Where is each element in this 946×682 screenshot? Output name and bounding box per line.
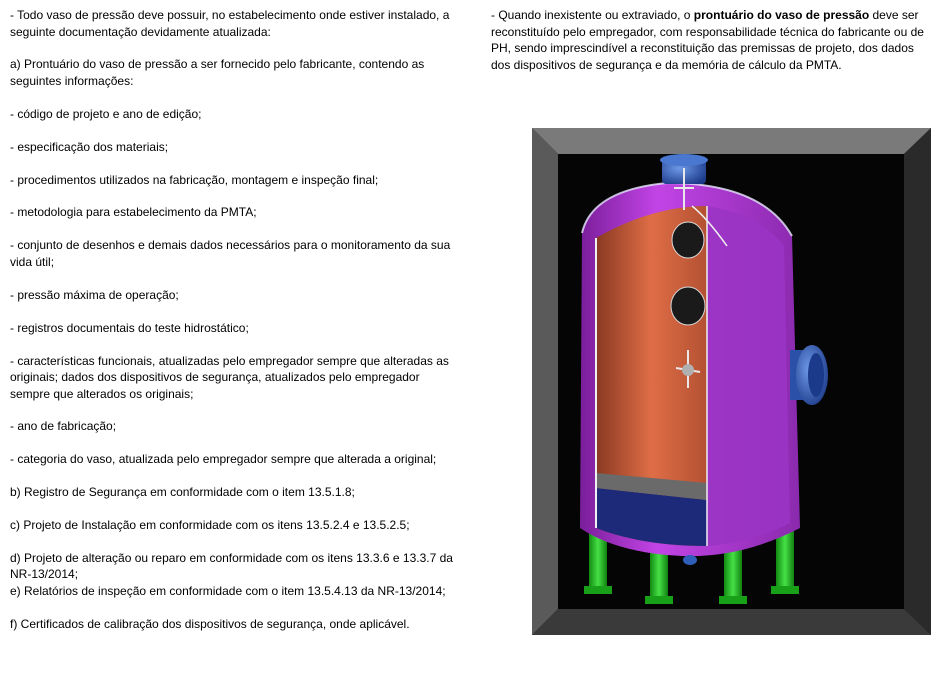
documentation-requirements <box>10 7 460 649</box>
pressure-vessel-illustration <box>532 128 931 635</box>
item-d-projeto-alteracao: d) Projeto de alteração ou reparo em conformidade com os itens 13.3.6 e 13.3.7 da NR-13/2014; <box>10 550 453 582</box>
item-a-prontuario: a) Prontuário do vaso de pressão a ser fornecido pelo fabricante, contendo as seguintes informações: <box>10 57 425 88</box>
subitem-caracteristicas-funcionais: - características funcionais, atualizadas pelo empregador sempre que alteradas as originais; dados dos dispositivos de segurança, atualizados pelo empregador sempre que alterados os originais; <box>10 353 449 401</box>
subitem-categoria: - categoria do vaso, atualizada pelo empregador sempre que alterada a original; <box>10 452 437 467</box>
subitem-teste-hidrostatico: - registros documentais do teste hidrostático; <box>10 320 249 335</box>
note-prefix: - Quando inexistente ou extraviado, o <box>491 8 694 22</box>
subitem-procedimentos: - procedimentos utilizados na fabricação, montagem e inspeção final; <box>10 172 379 187</box>
side-nozzle <box>790 345 828 405</box>
subitem-materiais: - especificação dos materiais; <box>10 139 169 154</box>
item-c-projeto-instalacao: c) Projeto de Instalação em conformidade com os itens 13.5.2.4 e 13.5.2.5; <box>10 518 410 533</box>
intro-paragraph: - Todo vaso de pressão deve possuir, no estabelecimento onde estiver instalado, a seguinte documentação devidamente atualizada: <box>10 8 450 39</box>
subitem-codigo-projeto: - código de projeto e ano de edição; <box>10 106 202 121</box>
subitem-desenhos: - conjunto de desenhos e demais dados necessários para o monitoramento da sua vida útil; <box>10 238 451 269</box>
note-suffix: deve ser reconstituído pelo empregador, com responsabilidade técnica do fabricante ou de PH, sendo imprescindível a reconstituição das premissas de projeto, dos dados dos dispositivos de segurança e da memória de cálculo da PMTA. <box>491 8 924 72</box>
subitem-pressao-maxima: - pressão máxima de operação; <box>10 287 179 302</box>
item-f-certificados-calibracao: f) Certificados de calibração dos dispositivos de segurança, onde aplicável. <box>10 616 410 631</box>
reconstitution-paragraph <box>491 7 936 73</box>
item-e-relatorios-inspecao: e) Relatórios de inspeção em conformidade com o item 13.5.4.13 da NR-13/2014; <box>10 583 446 598</box>
subitem-ano-fabricacao: - ano de fabricação; <box>10 419 117 434</box>
subitem-metodologia-pmta: - metodologia para estabelecimento da PMTA; <box>10 205 257 220</box>
bottom-nozzle <box>683 555 697 565</box>
pressure-vessel-figure <box>532 128 931 635</box>
note-bold-term: prontuário do vaso de pressão <box>693 8 870 22</box>
reconstitution-note <box>491 7 936 73</box>
item-b-registro-seguranca: b) Registro de Segurança em conformidade com o item 13.5.1.8; <box>10 485 355 500</box>
